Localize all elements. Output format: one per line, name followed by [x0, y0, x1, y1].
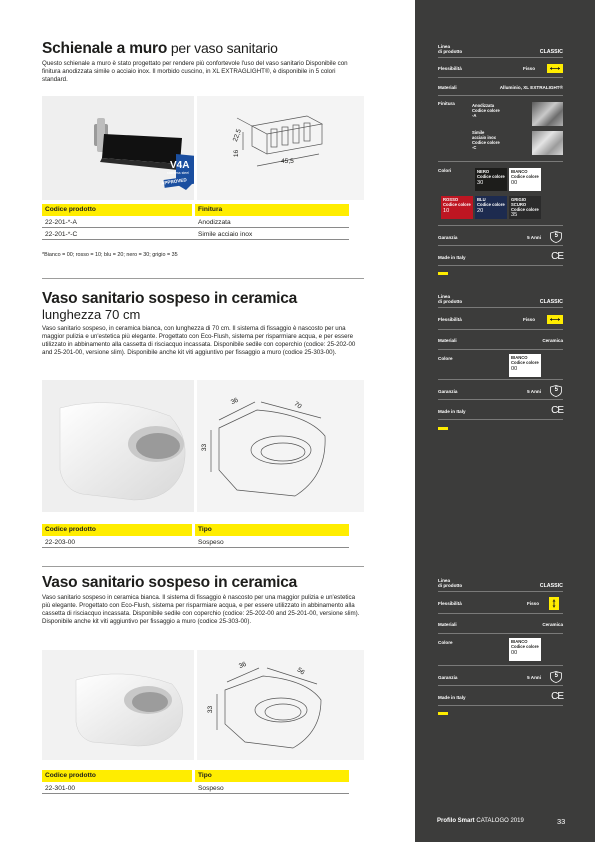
spec-row-materiali [438, 614, 563, 634]
color-swatch: BLU Codice colore 20 [475, 196, 507, 219]
backrest-drawing [197, 96, 364, 200]
spec-row-colori [438, 162, 563, 226]
spec-row-materiali [438, 330, 563, 350]
spec-label: Garanzia [438, 389, 458, 394]
image-row [42, 96, 364, 200]
spec-label: Materiali [438, 85, 457, 90]
spec-label: Materiali [438, 338, 457, 343]
section-description: Vaso sanitario sospeso in ceramica bianca. Il sistema di fissaggio è nascosto per una maggior pulizia e un'estetica più elegante. Progettato con Eco-Flush, sistema per risparmiare acqua, e per essere utilizzato in abbinamento alla cassetta di risciacquo incassata. Disponibile sedile con coperchio (codice: 25-202-00 and 25-201-00, versione slim). Disponibile anche kit viti aggiuntivo per fissaggio a muro (codice 25-303-00). [42, 594, 360, 625]
spec-value: CLASSIC [539, 49, 563, 55]
spec-row-fless [438, 592, 563, 614]
spec-value: 5 Anni [527, 389, 541, 394]
color-note: *Bianco = 00; rosso = 10; blu = 20; nero = 30; grigio = 35 [42, 252, 178, 258]
table-header: Finitura [195, 204, 349, 216]
spec-label: Flessibilità [438, 601, 462, 606]
spec-value: 5 Anni [527, 675, 541, 680]
table-header: Tipo [195, 770, 349, 782]
spec-row-fless [438, 58, 563, 78]
spec-label: Colore [438, 356, 453, 361]
spec-row-made [438, 246, 563, 266]
spec-row-made [438, 686, 563, 706]
spec-value: CLASSIC [539, 299, 563, 305]
spec-label: Flessibilità [438, 66, 462, 71]
table-cell: Simile acciaio inox [198, 231, 253, 238]
spec-label: Finitura [438, 101, 455, 106]
table-header: Codice prodotto [42, 524, 192, 536]
dim-label: 56 [295, 666, 306, 677]
image-row [42, 380, 364, 512]
product-photo [42, 650, 194, 760]
spec-row-fless [438, 308, 563, 330]
spec-value: Alluminio, XL EXTRALIGHT® [499, 85, 563, 90]
dim-label: 33 [201, 443, 209, 452]
color-swatch: NERO Codice colore 30 [475, 168, 507, 191]
steel-swatch [532, 131, 563, 155]
spec-value: 5 Anni [527, 235, 541, 240]
spec-row-linea [438, 578, 563, 592]
toilet-drawing [197, 650, 364, 760]
badge-approved: APPROVED [160, 177, 188, 186]
table-header: Tipo [195, 524, 349, 536]
spec-label: Linea di prodotto [438, 578, 463, 589]
section-schienale [42, 40, 364, 84]
spec-label: Colore [438, 640, 453, 645]
section-title: Vaso sanitario sospeso in ceramica [42, 290, 298, 307]
fixed-icon [549, 597, 559, 610]
color-swatch: BIANCO Codice colore 00 [509, 168, 541, 191]
spec-row-finitura [438, 96, 563, 162]
accent-bar [438, 712, 448, 715]
section-vaso [42, 574, 364, 626]
badge-text: V4A [170, 160, 190, 171]
product-table [42, 204, 349, 240]
table-row [42, 782, 349, 794]
warranty-years: 5 [554, 233, 558, 239]
spec-row-colore [438, 350, 563, 380]
image-row [42, 650, 364, 760]
section-title: Vaso sanitario sospeso in ceramica [42, 574, 298, 591]
spec-row-garanzia [438, 666, 563, 686]
spec-label: Made in Italy [438, 409, 466, 414]
divider [42, 566, 364, 567]
spec-sidebar [415, 0, 595, 842]
spec-value: Fisso [523, 66, 535, 71]
technical-drawing [197, 96, 364, 200]
spec-label: Garanzia [438, 235, 458, 240]
table-row [42, 536, 349, 548]
spec-label: Garanzia [438, 675, 458, 680]
section-vaso-70 [42, 290, 364, 357]
spec-label: Linea di prodotto [438, 294, 463, 305]
spec-label: Materiali [438, 622, 457, 627]
fixed-icon [547, 315, 563, 324]
spec-row-garanzia [438, 226, 563, 246]
table-row [42, 228, 349, 240]
product-photo [42, 380, 194, 512]
product-table [42, 524, 349, 548]
spec-value: Fisso [523, 317, 535, 322]
ce-mark-icon: CE [551, 405, 563, 416]
dim-label: 70 [292, 400, 303, 411]
table-header: Codice prodotto [42, 204, 192, 216]
color-swatch: ROSSO Codice colore 10 [441, 196, 473, 219]
spec-value: Ceramica [542, 622, 563, 627]
spec-row-made [438, 400, 563, 420]
section-description: Questo schienale a muro è stato progettato per rendere più confortevole l'uso del vaso sanitario Disponibile con finitura anodizzata simile o acciaio inox. Il morbido cuscino, in XL EXTRAGLIGHT®, è disponibile in 5 colori standard. [42, 60, 348, 83]
table-cell: Sospeso [198, 539, 224, 546]
color-swatch: GRIGIO SCURO Codice colore 35 [509, 196, 541, 219]
technical-drawing [197, 380, 364, 512]
product-photo [42, 96, 194, 200]
spec-row-materiali [438, 78, 563, 96]
spec-row-colore [438, 634, 563, 666]
color-swatch: BIANCO Codice colore 00 [509, 354, 541, 377]
dim-label: 36 [237, 660, 248, 671]
spec-value: Fisso [527, 601, 539, 606]
finish-label: Simile acciaio inox Codice colore -C [472, 130, 500, 150]
toilet-photo [42, 650, 194, 760]
table-row [42, 216, 349, 228]
dim-label: 36 [229, 396, 240, 407]
anodized-swatch [532, 102, 563, 126]
table-header: Codice prodotto [42, 770, 192, 782]
dim-label: 45,5 [281, 158, 294, 165]
table-cell: Sospeso [198, 785, 224, 792]
section-description: Vaso sanitario sospeso, in ceramica bianca, con lunghezza di 70 cm. Il sistema di fissaggio è nascosto per una maggior pulizia e un'estetica più elegante. Progettato con Eco-Flush, sistema per risparmiare acqua, e per essere utilizzato in abbinamento alla cassetta di risciacquo incassata. Disponibile sedile con coperchio (codice: 25-202-00 and 25-201-00, versione slim). Disponibile anche kit viti aggiuntivo per fissaggio a muro (codice 25-303-00). [42, 325, 356, 356]
warranty-years: 5 [554, 673, 558, 679]
warranty-years: 5 [554, 387, 558, 393]
badge-small: stainless steel [167, 171, 189, 175]
divider [42, 278, 364, 279]
ce-mark-icon: CE [551, 691, 563, 702]
spec-row-linea [438, 44, 563, 58]
spec-value: CLASSIC [539, 583, 563, 589]
table-cell: Anodizzata [198, 219, 231, 226]
technical-drawing [197, 650, 364, 760]
section-subtitle: lunghezza 70 cm [42, 307, 141, 322]
spec-label: Colori [438, 168, 452, 173]
table-cell: 22-301-00 [45, 785, 76, 792]
spec-label: Linea di prodotto [438, 44, 463, 55]
table-cell: 22-201-*-C [45, 231, 78, 238]
dim-label: 22,5 [231, 128, 243, 143]
spec-row-garanzia [438, 380, 563, 400]
spec-label: Flessibilità [438, 317, 462, 322]
spec-value: Ceramica [542, 338, 563, 343]
table-cell: 22-203-00 [45, 539, 76, 546]
toilet-photo [42, 380, 194, 512]
fixed-icon [547, 64, 563, 73]
spec-label: Made in Italy [438, 695, 466, 700]
finish-label: Anodizzata Codice colore -A [472, 103, 500, 118]
accent-bar [438, 272, 448, 275]
section-title: Schienale a muro per vaso sanitario [42, 40, 278, 57]
footer-catalog: Profilo Smart CATALOGO 2019 [437, 818, 524, 824]
spec-label: Made in Italy [438, 255, 466, 260]
accent-bar [438, 427, 448, 430]
toilet-drawing [197, 380, 364, 512]
color-swatch: BIANCO Codice colore 00 [509, 638, 541, 661]
product-table [42, 770, 349, 794]
ce-mark-icon: CE [551, 251, 563, 262]
dim-label: 33 [207, 705, 215, 714]
spec-row-linea [438, 294, 563, 308]
dim-label: 16 [233, 149, 241, 158]
page-number: 33 [557, 817, 566, 826]
table-cell: 22-201-*-A [45, 219, 77, 226]
